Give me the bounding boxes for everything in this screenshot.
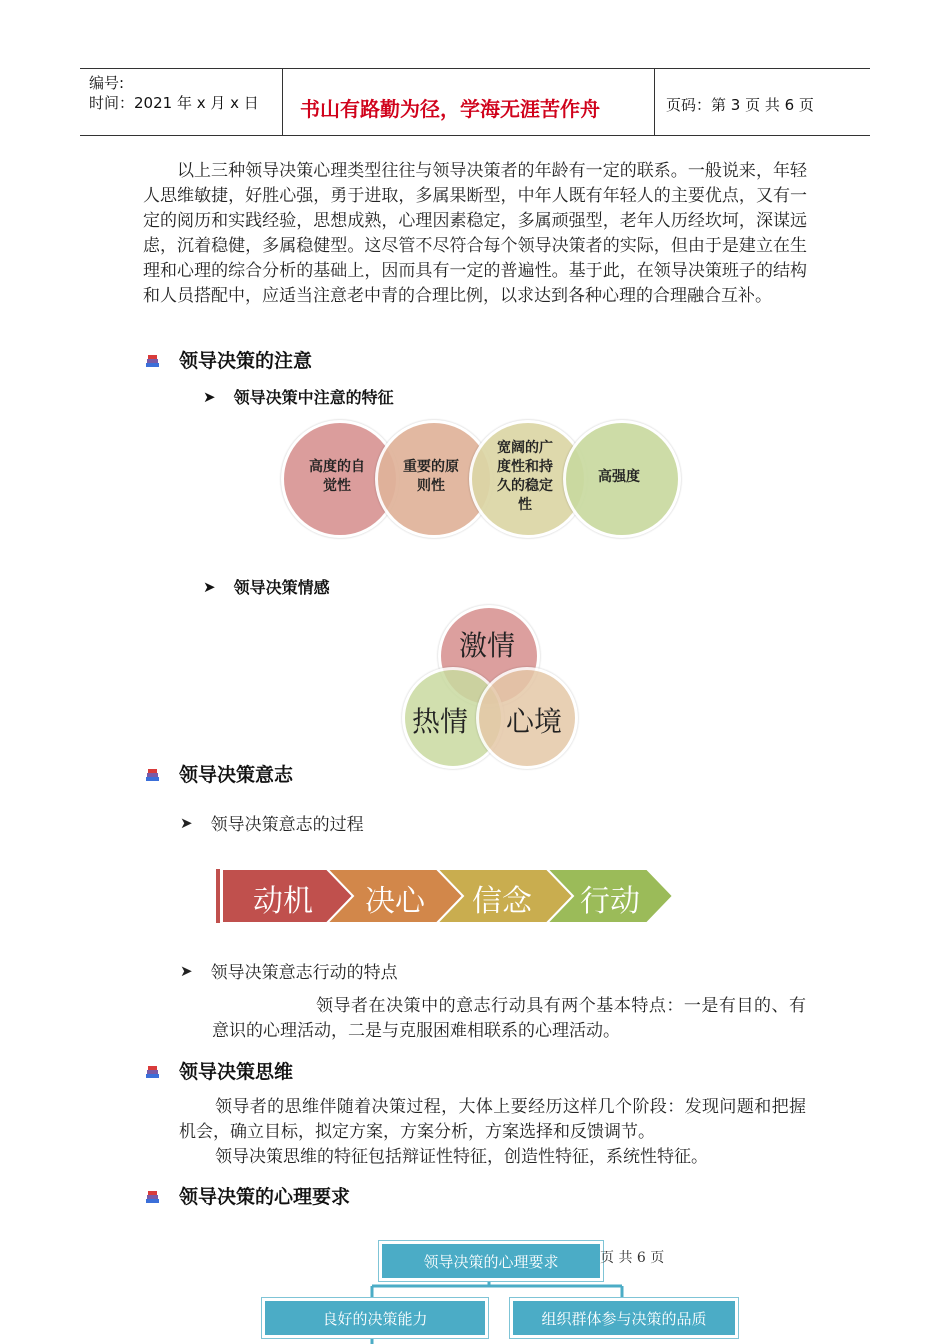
psych-overlay-page-text: 页 共 6 页 xyxy=(600,1250,665,1266)
emotion-top-label: 激情 xyxy=(459,629,516,662)
process-label-action: 行动 xyxy=(580,884,640,919)
section-title-will xyxy=(145,760,293,787)
header-time-label: 时间：2021 年 x 月 x 日 xyxy=(89,94,259,112)
stacked-book-icon xyxy=(145,1188,161,1204)
section-title-attention-text: 领导决策的注意 xyxy=(179,350,313,372)
sub-title-will-features xyxy=(180,958,398,983)
section-title-attention xyxy=(145,346,312,373)
will-features-paragraph: 领导者在决策中的意志行动具有两个基本特点：一是有目的、有意识的心理活动，二是与克服困难相联系的心理活动。 xyxy=(212,996,806,1041)
stacked-book-icon xyxy=(145,352,161,368)
attention-feature-label-line: 觉性 xyxy=(323,478,351,494)
arrow-right-icon: ➤ xyxy=(180,961,193,980)
section-title-thinking xyxy=(145,1057,293,1084)
stacked-book-icon xyxy=(145,766,161,782)
intro-paragraph: 以上三种领导决策心理类型往往与领导决策者的年龄有一定的联系。一般说来，年轻人思维敏捷，好胜心强，勇于进取，多属果断型，中年人既有年轻人的主要优点，又有一定的阅历和实践经验，思想成熟，心理因素稳定，多属顽强型，老年人历经坎坷，深谋远虑，沉着稳健，多属稳健型。这尽管不尽符合每个领导决策者的实际，但由于是建立在生理和心理的综合分析的基础上，因而具有一定的普遍性。基于此，在领导决策班子的结构和人员搭配中，应适当注意老中青的合理比例，以求达到各种心理的合理融合互补。 xyxy=(143,161,807,306)
sub-title-will-process-text: 领导决策意志的过程 xyxy=(210,815,364,835)
thinking-paragraph-2: 领导决策思维的特征包括辩证性特征，创造性特征，系统性特征。 xyxy=(215,1147,708,1167)
attention-feature-label-line: 性 xyxy=(518,497,532,513)
sub-title-attention-features xyxy=(203,385,394,408)
arrow-right-icon: ➤ xyxy=(203,577,216,596)
stacked-book-icon xyxy=(145,1063,161,1079)
section-title-psych xyxy=(145,1182,350,1209)
attention-feature-label-line: 宽阔的广 xyxy=(497,440,553,456)
sub-title-attention-features-text: 领导决策中注意的特征 xyxy=(233,388,394,407)
attention-feature-label-line: 度性和持 xyxy=(497,459,553,475)
header-divider-left xyxy=(282,68,283,136)
process-left-cap xyxy=(216,869,220,923)
sub-title-will-features-text: 领导决策意志行动的特点 xyxy=(210,963,398,983)
attention-feature-label-line: 久的稳定 xyxy=(497,478,553,494)
thinking-paragraph-1: 领导者的思维伴随着决策过程，大体上要经历这样几个阶段：发现问题和把握机会，确立目标，拟定方案，方案分析，方案选择和反馈调节。 xyxy=(179,1097,806,1142)
arrow-right-icon: ➤ xyxy=(180,813,193,832)
attention-feature-label-line: 高强度 xyxy=(598,468,640,485)
header-number-label: 编号: xyxy=(89,74,125,92)
process-label-resolve: 决心 xyxy=(365,884,425,919)
sub-title-emotion xyxy=(203,575,330,598)
psych-root-box: 领导决策的心理要求 xyxy=(379,1241,603,1281)
header-top-rule xyxy=(80,68,870,69)
attention-feature-label-3 xyxy=(485,439,565,515)
psych-child-group-participation: 组织群体参与决策的品质 xyxy=(510,1298,738,1338)
emotion-right-label: 心境 xyxy=(506,705,563,738)
process-label-motive: 动机 xyxy=(253,884,313,919)
attention-feature-label-1 xyxy=(297,458,377,496)
process-label-belief: 信念 xyxy=(472,884,532,919)
psych-child-decision-ability: 良好的决策能力 xyxy=(262,1298,488,1338)
section-title-thinking-text: 领导决策思维 xyxy=(179,1061,294,1083)
header-page-label: 页码：第 3 页 共 6 页 xyxy=(666,96,814,114)
attention-feature-label-2 xyxy=(391,458,471,496)
attention-feature-label-line: 高度的自 xyxy=(309,459,365,475)
header-motto: 书山有路勤为径，学海无涯苦作舟 xyxy=(300,97,600,121)
sub-title-will-process xyxy=(180,810,364,835)
section-title-will-text: 领导决策意志 xyxy=(179,764,294,786)
emotion-left-label: 热情 xyxy=(412,705,469,738)
attention-feature-label-4 xyxy=(579,468,659,487)
section-title-psych-text: 领导决策的心理要求 xyxy=(179,1186,351,1208)
header-divider-right xyxy=(654,68,655,136)
header-bottom-rule xyxy=(80,135,870,136)
attention-feature-label-line: 重要的原 xyxy=(403,459,459,475)
arrow-right-icon: ➤ xyxy=(203,387,216,406)
attention-feature-label-line: 则性 xyxy=(417,478,445,494)
sub-title-emotion-text: 领导决策情感 xyxy=(233,578,330,597)
